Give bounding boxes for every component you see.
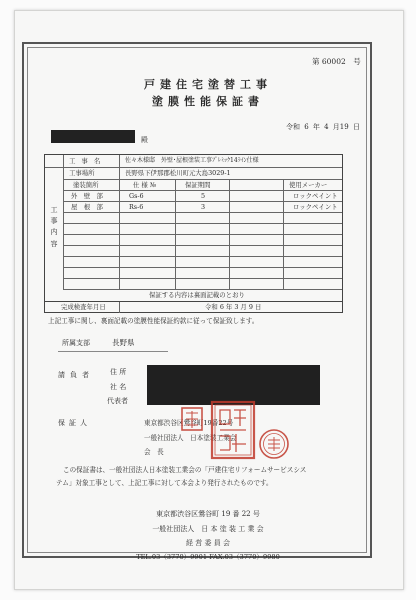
footer-tel-fax: TEL.03（3770）9901 FAX.03（3770）9980 bbox=[136, 553, 280, 561]
guarantor-label: 保証人 bbox=[58, 419, 91, 427]
back-note: 保証する内容は裏面記載のとおり bbox=[149, 291, 245, 299]
certificate-title-line2: 塗膜性能保証書 bbox=[152, 95, 264, 108]
work-details-table bbox=[44, 154, 343, 302]
location-label: 工事場所 bbox=[69, 169, 95, 177]
contractor-representative-label: 代表者 bbox=[107, 397, 128, 405]
completion-date-row bbox=[44, 302, 343, 313]
footer-committee: 経 営 委 員 会 bbox=[186, 539, 230, 547]
location-value: 長野県下伊那郡松川町元大島3029-1 bbox=[125, 169, 231, 177]
certificate-number: 第 60002 号 bbox=[312, 57, 361, 66]
item-maker: ロックペイント bbox=[293, 203, 338, 211]
guarantor-chair: 会 長 bbox=[144, 448, 164, 456]
project-name-value: 佐々木様邸 外壁･屋根塗装工事ﾌﾟﾚﾐｯｸ14ﾗｲﾝ仕様 bbox=[125, 157, 259, 164]
item-period: 3 bbox=[201, 203, 206, 211]
contractor-company-label: 社 名 bbox=[110, 383, 127, 391]
guarantor-organization: 一般社団法人 日本塗装工業会 bbox=[144, 434, 237, 442]
completion-label: 完成検査年月日 bbox=[61, 303, 106, 311]
closing-statement-line1: この保証書は、一般社団法人日本塗装工業会の「戸建住宅リフォームサービスシス bbox=[63, 466, 307, 474]
header-maker: 使用メーカー bbox=[289, 181, 328, 189]
branch-value: 長野県 bbox=[112, 338, 135, 347]
closing-statement-line2: テム」対象工事として、上記工事に対して本会より発行されたものです。 bbox=[56, 479, 273, 487]
item-maker: ロックペイント bbox=[293, 192, 338, 200]
certificate-title-line1: 戸建住宅塗替工事 bbox=[144, 78, 272, 91]
header-area: 塗装箇所 bbox=[73, 181, 99, 189]
recipient-honorific: 殿 bbox=[141, 136, 148, 144]
item-spec: Rs-6 bbox=[129, 203, 144, 211]
work-section-label: 工事内容 bbox=[50, 206, 58, 248]
project-name-label: 工 事 名 bbox=[69, 157, 103, 165]
item-area: 外 壁 部 bbox=[71, 192, 103, 200]
branch-underline bbox=[58, 351, 168, 352]
redacted-contractor-details bbox=[147, 365, 320, 405]
item-period: 5 bbox=[201, 192, 206, 200]
completion-date: 令和 6 年 3 月 9 日 bbox=[205, 303, 262, 311]
branch-label: 所属支部 bbox=[62, 339, 90, 347]
seal-small-left bbox=[182, 408, 202, 430]
seal-round-right bbox=[260, 430, 288, 458]
header-spec: 仕 様 № bbox=[133, 181, 156, 189]
footer-address: 東京都渋谷区鶯谷町 19 番 22 号 bbox=[156, 510, 260, 518]
item-spec: Gs-6 bbox=[129, 192, 144, 200]
issue-date: 令和 6 年 4 月19 日 bbox=[286, 123, 360, 131]
footer-organization: 一般社団法人 日 本 塗 装 工 業 会 bbox=[152, 525, 264, 533]
item-area: 屋 根 部 bbox=[71, 203, 103, 211]
guarantor-address: 東京都渋谷区鶯谷町19番22号 bbox=[144, 419, 234, 427]
contractor-label: 請負者 bbox=[58, 371, 94, 379]
official-seals bbox=[176, 400, 292, 468]
guarantee-note: 上記工事に関し、裏面記載の塗膜性能保証約款に従って保証致します。 bbox=[48, 317, 259, 325]
seal-square-main bbox=[212, 402, 254, 458]
redacted-recipient-name bbox=[51, 130, 135, 143]
contractor-address-label: 住 所 bbox=[110, 368, 127, 376]
header-period: 保証期間 bbox=[185, 181, 211, 189]
